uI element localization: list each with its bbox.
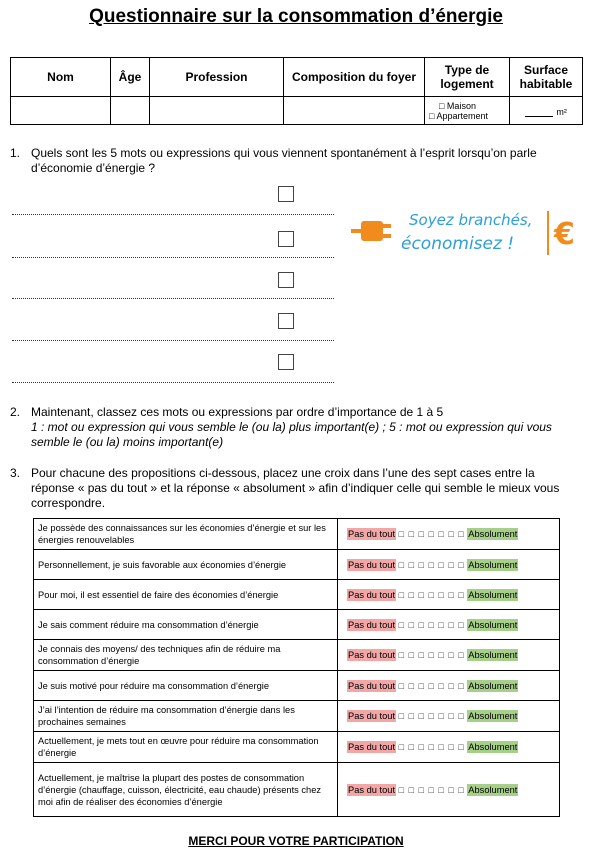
response-scale bbox=[338, 671, 560, 701]
label-absolument: Absolument bbox=[468, 680, 518, 691]
statement-text: Personnellement, je suis favorable aux économies d’énergie bbox=[34, 550, 338, 580]
response-scale bbox=[338, 763, 560, 817]
label-pas-du-tout: Pas du tout bbox=[348, 650, 396, 660]
label-pas-du-tout: Pas du tout bbox=[348, 742, 396, 752]
rank-box-1[interactable] bbox=[278, 186, 294, 202]
q1-number: 1. bbox=[10, 146, 21, 160]
rank-box-2[interactable] bbox=[278, 231, 294, 247]
nom-field[interactable] bbox=[11, 97, 111, 125]
q2-text: Maintenant, classez ces mots ou expressions par ordre d’importance de 1 à 5 bbox=[31, 405, 444, 419]
response-scale bbox=[338, 580, 560, 610]
header-nom: Nom bbox=[11, 58, 111, 97]
scale-checkboxes[interactable]: □ □ □ □ □ □ □ bbox=[398, 529, 465, 539]
response-scale bbox=[338, 732, 560, 763]
respondent-info-table bbox=[10, 57, 583, 125]
q1-text: Quels sont les 5 mots ou expressions qui vous viennent spontanément à l’esprit lorsqu’on parle d’économie d’énergie ? bbox=[31, 146, 537, 175]
header-age: Âge bbox=[111, 58, 150, 97]
label-pas-du-tout: Pas du tout bbox=[348, 589, 396, 600]
label-absolument: Absolument bbox=[468, 619, 518, 630]
response-scale bbox=[338, 550, 560, 580]
label-absolument: Absolument bbox=[468, 529, 518, 539]
logo-line-2: économisez ! bbox=[401, 234, 515, 254]
answer-line-5[interactable] bbox=[12, 382, 334, 383]
header-composition: Composition du foyer bbox=[284, 58, 425, 97]
q2-note: 1 : mot ou expression qui vous semble le (ou la) plus important(e) ; 5 : mot ou expression qui vous semble le (ou la) moins important(e) bbox=[31, 420, 552, 449]
response-scale bbox=[338, 640, 560, 671]
rank-box-4[interactable] bbox=[278, 313, 294, 329]
label-pas-du-tout: Pas du tout bbox=[348, 559, 396, 570]
answer-line-2[interactable] bbox=[12, 257, 334, 258]
label-pas-du-tout: Pas du tout bbox=[348, 784, 396, 795]
label-absolument: Absolument bbox=[468, 589, 518, 600]
response-scale bbox=[338, 610, 560, 640]
label-pas-du-tout: Pas du tout bbox=[348, 619, 396, 630]
statement-text: Actuellement, je maîtrise la plupart des postes de consommation d’énergie (chauffage, cuisson, électricité, eau chaude) présents chez moi afin de réaliser des économies d’énergie bbox=[34, 763, 338, 817]
question-2 bbox=[10, 405, 570, 451]
scale-checkboxes[interactable]: □ □ □ □ □ □ □ bbox=[398, 711, 465, 721]
scale-row bbox=[34, 763, 560, 817]
housing-type-field[interactable] bbox=[425, 97, 510, 125]
surface-unit: m² bbox=[556, 106, 567, 117]
scale-checkboxes[interactable]: □ □ □ □ □ □ □ bbox=[398, 650, 465, 660]
scale-checkboxes[interactable]: □ □ □ □ □ □ □ bbox=[398, 784, 465, 795]
label-absolument: Absolument bbox=[468, 742, 518, 752]
plug-icon bbox=[351, 221, 391, 241]
statement-text: Pour moi, il est essentiel de faire des économies d’énergie bbox=[34, 580, 338, 610]
statement-text: Je connais des moyens/ des techniques afin de réduire ma consommation d’énergie bbox=[34, 640, 338, 671]
scale-row bbox=[34, 610, 560, 640]
statement-text: J’ai l’intention de réduire ma consommation d’énergie dans les prochaines semaines bbox=[34, 701, 338, 732]
rank-box-3[interactable] bbox=[278, 272, 294, 288]
logo-divider bbox=[547, 211, 549, 255]
answer-line-4[interactable] bbox=[12, 340, 334, 341]
scale-row bbox=[34, 701, 560, 732]
likert-scale-table bbox=[33, 518, 560, 817]
thank-you-footer: MERCI POUR VOTRE PARTICIPATION bbox=[188, 834, 404, 848]
rank-box-5[interactable] bbox=[278, 354, 294, 370]
response-scale bbox=[338, 519, 560, 550]
scale-checkboxes[interactable]: □ □ □ □ □ □ □ bbox=[398, 742, 465, 752]
header-type-logement: Type de logement bbox=[425, 58, 510, 97]
euro-icon: € bbox=[554, 217, 575, 252]
answer-line-1[interactable] bbox=[12, 214, 334, 215]
answer-line-3[interactable] bbox=[12, 298, 334, 299]
header-profession: Profession bbox=[150, 58, 284, 97]
scale-checkboxes[interactable]: □ □ □ □ □ □ □ bbox=[398, 589, 465, 600]
q3-number: 3. bbox=[10, 466, 21, 480]
question-1 bbox=[10, 146, 570, 178]
scale-row bbox=[34, 580, 560, 610]
energy-saving-logo bbox=[351, 203, 581, 263]
label-pas-du-tout: Pas du tout bbox=[348, 529, 396, 539]
scale-checkboxes[interactable]: □ □ □ □ □ □ □ bbox=[398, 619, 465, 630]
scale-checkboxes[interactable]: □ □ □ □ □ □ □ bbox=[398, 680, 465, 691]
q2-number: 2. bbox=[10, 405, 21, 419]
label-absolument: Absolument bbox=[468, 559, 518, 570]
label-absolument: Absolument bbox=[468, 784, 518, 795]
option-appartement[interactable]: □ Appartement bbox=[429, 110, 488, 121]
logo-line-1: Soyez branchés, bbox=[409, 211, 533, 229]
scale-row bbox=[34, 732, 560, 763]
label-pas-du-tout: Pas du tout bbox=[348, 680, 396, 691]
scale-row bbox=[34, 671, 560, 701]
scale-row bbox=[34, 519, 560, 550]
response-scale bbox=[338, 701, 560, 732]
label-pas-du-tout: Pas du tout bbox=[348, 711, 396, 721]
age-field[interactable] bbox=[111, 97, 150, 125]
scale-row bbox=[34, 640, 560, 671]
statement-text: Actuellement, je mets tout en œuvre pour réduire ma consommation d’énergie bbox=[34, 732, 338, 763]
label-absolument: Absolument bbox=[468, 711, 518, 721]
option-maison[interactable]: □ Maison bbox=[439, 100, 476, 111]
statement-text: Je suis motivé pour réduire ma consommation d’énergie bbox=[34, 671, 338, 701]
header-surface: Surface habitable bbox=[510, 58, 583, 97]
page-title: Questionnaire sur la consommation d’énergie bbox=[89, 6, 503, 27]
surface-blank[interactable] bbox=[525, 116, 553, 117]
scale-checkboxes[interactable]: □ □ □ □ □ □ □ bbox=[398, 559, 465, 570]
statement-text: Je sais comment réduire ma consommation d’énergie bbox=[34, 610, 338, 640]
scale-row bbox=[34, 550, 560, 580]
question-3 bbox=[10, 466, 570, 514]
composition-field[interactable] bbox=[284, 97, 425, 125]
profession-field[interactable] bbox=[150, 97, 284, 125]
statement-text: Je possède des connaissances sur les économies d’énergie et sur les énergies renouvelables bbox=[34, 519, 338, 550]
surface-field[interactable] bbox=[510, 97, 583, 125]
q3-text: Pour chacune des propositions ci-dessous, placez une croix dans l’une des sept cases entre la réponse « pas du tout » et la réponse « absolument » afin d’indiquer celle qui semble le mieux vous correspondre. bbox=[31, 466, 560, 510]
label-absolument: Absolument bbox=[468, 650, 518, 660]
